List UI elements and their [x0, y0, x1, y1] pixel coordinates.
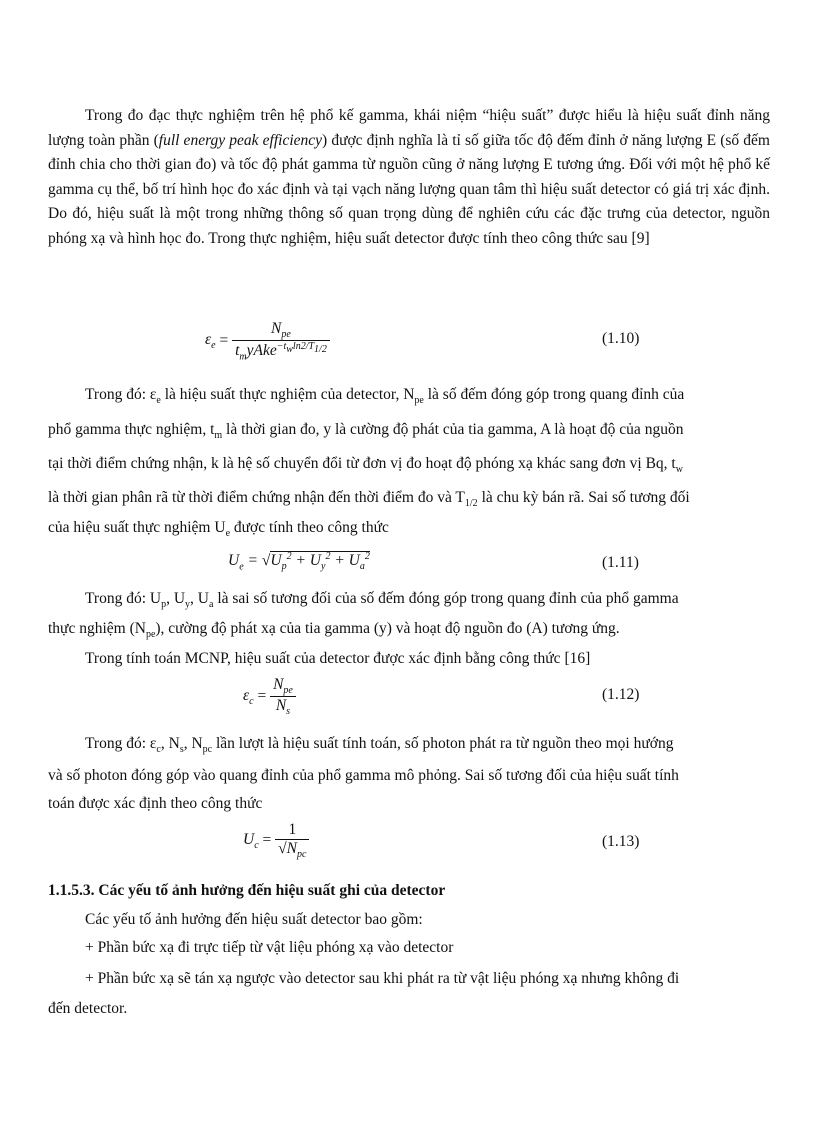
bullet-line: + Phần bức xạ đi trực tiếp từ vật liệu phóng xạ vào detector [85, 939, 454, 956]
equation-1-11: $U_e = √U_p^2 + U_y^2 + U_a^2$ [228, 551, 370, 573]
bullet-line: đến detector. [48, 1000, 128, 1017]
bullet-line: + Phần bức xạ sẽ tán xạ ngược vào detector sau khi phát ra từ vật liệu phóng xạ nhưng không đi [85, 970, 680, 987]
paragraph-line: tại thời điểm chứng nhận, k là hệ số chuyển đổi từ đơn vị đo hoạt độ phóng xạ khác sang đơn vị Bq, $t_w$ [48, 455, 683, 476]
paragraph-line: là thời gian phân rã từ thời điểm chứng nhận đến thời điểm đo và $T_{1/2}$ là chu kỳ bán rã. Sai số tương đối [48, 489, 690, 510]
italic-term: full energy peak efficiency [158, 131, 323, 149]
paragraph-intro [48, 104, 770, 251]
equation-1-10: $\varepsilon_e$ = $\frac{N_{pe}}{t_myAke^{-t_wln2/T_{1/2}}}$ [205, 320, 330, 362]
paragraph-line: Trong đó: $\varepsilon_e$ là hiệu suất thực nghiệm của detector, $N_{pe}$ là số đếm đóng góp trong quang đỉnh của [85, 386, 685, 407]
text: Trong đo đạc thực nghiệm trên hệ phổ kế gamma, khái niệm “hiệu suất” được hiểu là hiệu suất đỉnh năng lượng toàn phần ( [48, 107, 770, 149]
paragraph-line: Các yếu tố ảnh hưởng đến hiệu suất detector bao gồm: [85, 911, 423, 928]
paragraph-line: thực nghiệm $(N_{pe})$, cường độ phát xạ của tia gamma (y) và hoạt độ nguồn đo (A) tương ứng. [48, 620, 620, 641]
paragraph-line: của hiệu suất thực nghiệm $U_e$ được tính theo công thức [48, 519, 389, 540]
equation-number: (1.11) [602, 554, 639, 571]
equation-1-12: $\varepsilon_c$ = $\frac{N_{pe}}{N_s}$ [243, 676, 296, 717]
section-heading: 1.1.5.3. Các yếu tố ảnh hưởng đến hiệu suất ghi của detector [48, 882, 446, 899]
paragraph-line: Trong đó: $U_p$, $U_y$, $U_a$ là sai số tương đối của số đếm đóng góp trong quang đỉnh của phổ gamma [85, 590, 679, 611]
equation-number: (1.13) [602, 833, 640, 850]
equation-number: (1.10) [602, 330, 640, 347]
paragraph-line: Trong tính toán MCNP, hiệu suất của detector được xác định bằng công thức [16] [85, 650, 591, 667]
text: ) được định nghĩa là tỉ số giữa tốc độ đếm đỉnh ở năng lượng E (số đếm đỉnh chia cho thời gian đo) và tốc độ phát gamma từ nguồn cũng ở năng lượng E tương ứng. Đối với một hệ phổ kế gamma cụ thể, bố trí hình học đo xác định và tại vạch năng lượng quan tâm thì hiệu suất detector có giá trị xác định. Do đó, hiệu suất là một trong những thông số quan trọng dùng để nghiên cứu các đặc trưng của detector, nguồn phóng xạ và hình học đo. Trong thực nghiệm, hiệu suất detector được tính theo công thức sau [9] [48, 131, 770, 247]
equation-1-13: $U_c$ = $\frac{1}{√N_{pc}}$ [243, 821, 309, 860]
paragraph-line: và số photon đóng góp vào quang đỉnh của phổ gamma mô phỏng. Sai số tương đối của hiệu suất tính [48, 767, 679, 784]
paragraph-line: toán được xác định theo công thức [48, 795, 263, 812]
equation-number: (1.12) [602, 686, 640, 703]
paragraph-line: phổ gamma thực nghiệm, $t_m$ là thời gian đo, y là cường độ phát của tia gamma, A là hoạt độ của nguồn [48, 421, 684, 442]
paragraph-line: Trong đó: $\varepsilon_c$, $N_s$, $N_{pc}$ lần lượt là hiệu suất tính toán, số photon phát ra từ nguồn theo mọi hướng [85, 735, 674, 756]
